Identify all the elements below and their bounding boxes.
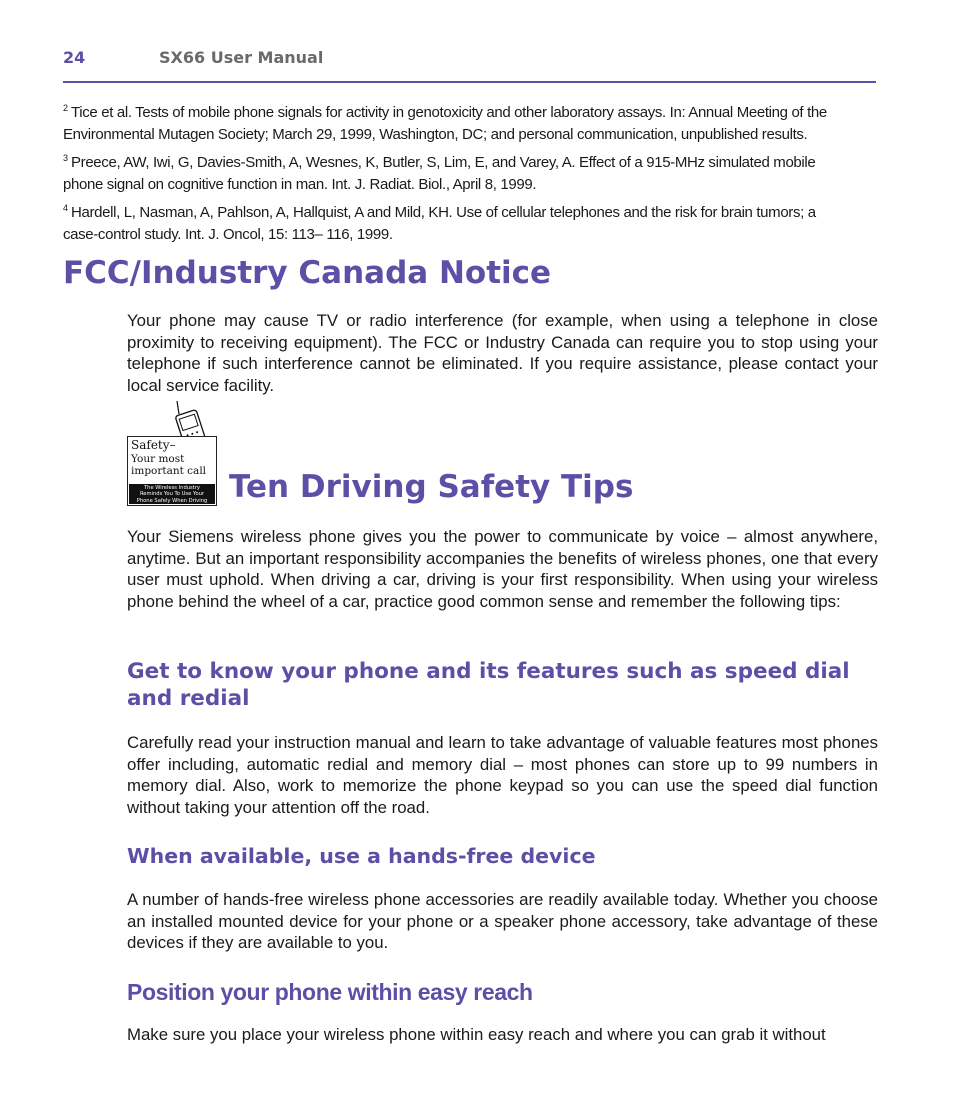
section-paragraph-know-your-phone: Carefully read your instruction manual and learn to take advantage of valuable features most phones offer including, automatic redial and memory dial – most phones can store up to 99 numbers in memory dial. Also, work to memorize the phone keypad so you can use the speed dial function without taking your attention off the road. bbox=[127, 733, 878, 818]
safety-logo-box bbox=[127, 436, 217, 506]
footnote-3 bbox=[63, 147, 863, 196]
logo-line3-text: important call bbox=[131, 465, 207, 477]
tips-heading: Ten Driving Safety Tips bbox=[229, 469, 634, 505]
section-paragraph-hands-free: A number of hands-free wireless phone accessories are readily available today. Whether you choose an installed mounted device for your phone or a speaker phone accessory, take advantage of these devices if they are available to you. bbox=[127, 890, 878, 953]
footnote-2 bbox=[63, 97, 863, 146]
fcc-paragraph: Your phone may cause TV or radio interference (for example, when using a telephone in close proximity to receiving equipment). The FCC or Industry Canada can require you to stop using your telephone if such interference cannot be eliminated. If you require assistance, please contact your local service facility. bbox=[127, 311, 878, 396]
section-paragraph-easy-reach: Make sure you place your wireless phone within easy reach and where you can grab it without bbox=[127, 1025, 826, 1044]
page-number: 24 bbox=[63, 48, 86, 67]
logo-banner bbox=[129, 484, 215, 504]
fcc-heading: FCC/Industry Canada Notice bbox=[63, 255, 552, 291]
footnote-text: Preece, AW, Iwi, G, Davies-Smith, A, Wesnes, K, Butler, S, Lim, E, and Varey, A. Effect of a 915-MHz simulated mobile bbox=[71, 154, 816, 171]
manual-title: SX66 User Manual bbox=[159, 48, 324, 67]
footnote-marker: 4 bbox=[63, 203, 69, 213]
footnote-4 bbox=[63, 197, 863, 246]
footnote-text: Environmental Mutagen Society; March 29, 1999, Washington, DC; and personal communication, unpublished results. bbox=[63, 126, 808, 143]
section-heading-know-your-phone: Get to know your phone and its features such as speed dial and redial bbox=[127, 659, 850, 711]
tips-intro-paragraph: Your Siemens wireless phone gives you the power to communicate by voice – almost anywhere, anytime. But an important responsibility accompanies the benefits of wireless phones, one that every user must uphold. When driving a car, driving is your first responsibility. When using your wireless phone behind the wheel of a car, practice good common sense and remember the following tips: bbox=[127, 527, 878, 612]
page-header bbox=[63, 47, 876, 83]
footnote-marker: 2 bbox=[63, 103, 69, 113]
footnote-text: case-control study. Int. J. Oncol, 15: 113– 116, 1999. bbox=[63, 226, 393, 243]
safety-logo bbox=[127, 400, 217, 506]
footnote-text: Tice et al. Tests of mobile phone signals for activity in genotoxicity and other laboratory assays. In: Annual Meeting of the bbox=[71, 104, 827, 121]
section-heading-hands-free: When available, use a hands-free device bbox=[127, 844, 596, 868]
logo-banner-line: Reminds You To Use Your bbox=[139, 491, 205, 498]
footnote-text: Hardell, L, Nasman, A, Pahlson, A, Hallquist, A and Mild, KH. Use of cellular telephones and the risk for brain tumors; a bbox=[71, 204, 816, 221]
logo-banner-line: Phone Safely When Driving bbox=[136, 497, 208, 504]
logo-line2-text: Your most bbox=[131, 453, 185, 465]
footnote-text: phone signal on cognitive function in man. Int. J. Radiat. Biol., April 8, 1999. bbox=[63, 176, 537, 193]
logo-safety-text: Safety– bbox=[131, 438, 176, 452]
logo-banner-line: The Wireless Industry bbox=[144, 485, 200, 491]
section-heading-easy-reach: Position your phone within easy reach bbox=[127, 979, 533, 1005]
footnote-marker: 3 bbox=[63, 153, 69, 163]
